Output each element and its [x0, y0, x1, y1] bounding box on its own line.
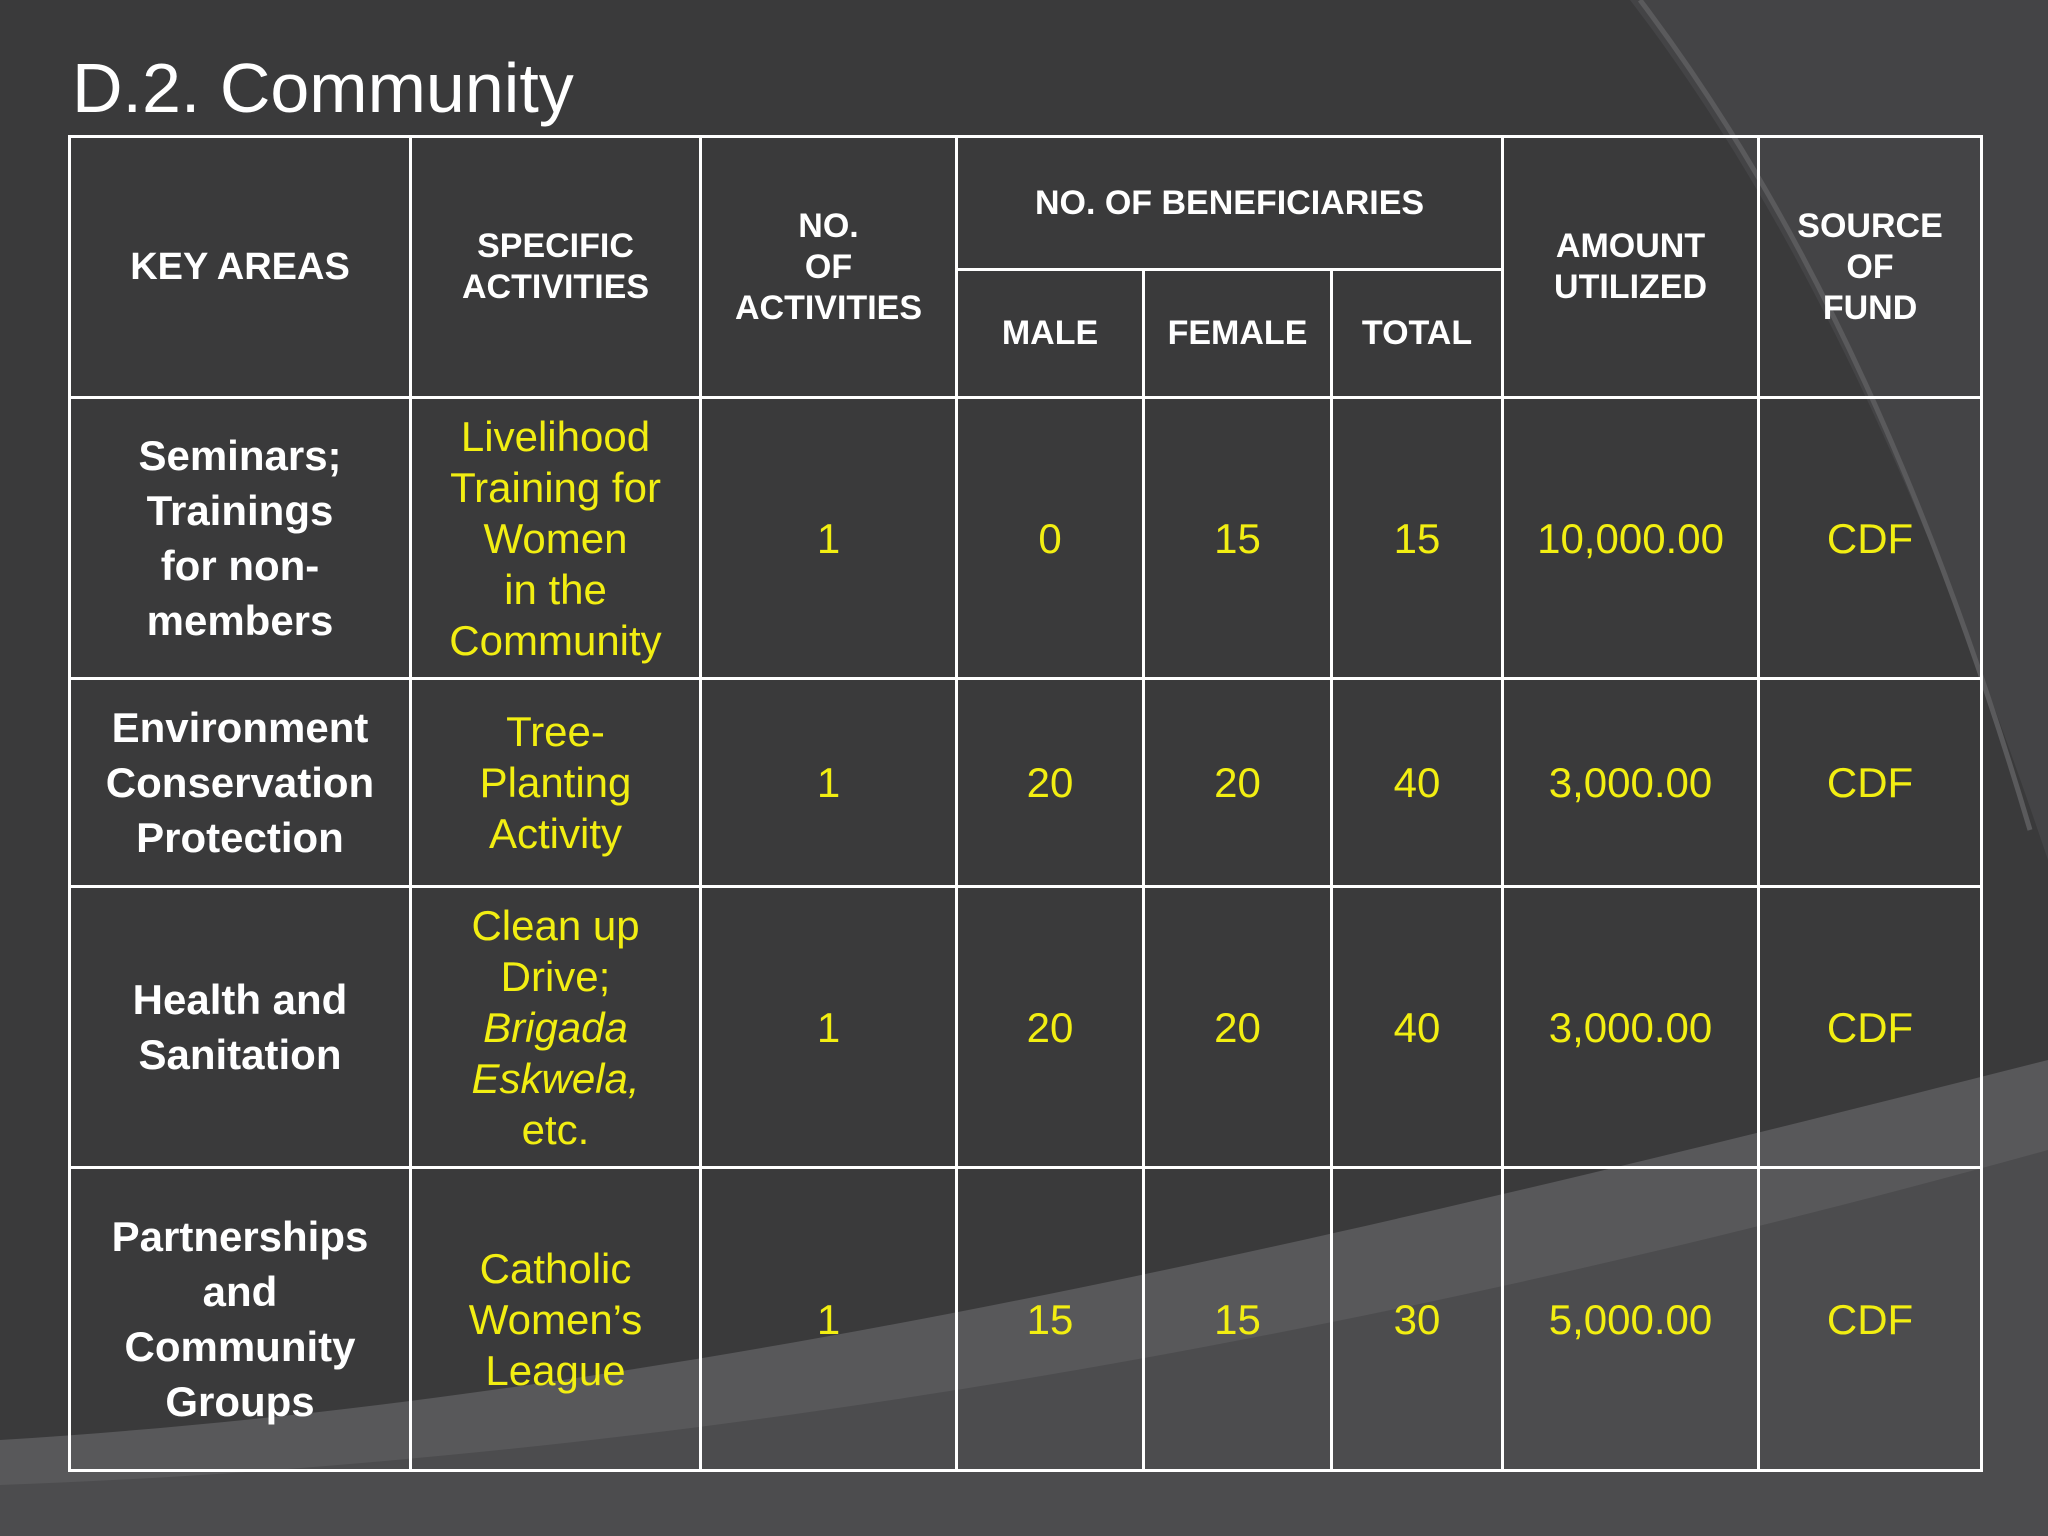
header-source-of-fund: SOURCE OF FUND	[1759, 137, 1982, 398]
key-area-cell: Partnerships and Community Groups	[70, 1168, 411, 1471]
total-cell: 40	[1332, 679, 1503, 887]
female-cell: 15	[1144, 1168, 1332, 1471]
header-amount-utilized: AMOUNT UTILIZED	[1503, 137, 1759, 398]
header-row-1	[70, 137, 1982, 270]
female-cell: 20	[1144, 679, 1332, 887]
total-cell: 40	[1332, 887, 1503, 1168]
page-title: D.2. Community	[72, 49, 574, 127]
header-no-of-beneficiaries: NO. OF BENEFICIARIES	[957, 137, 1503, 270]
source-cell: CDF	[1759, 679, 1982, 887]
table-row	[70, 887, 1982, 1168]
total-cell: 30	[1332, 1168, 1503, 1471]
community-table	[68, 135, 1983, 1472]
male-cell: 0	[957, 398, 1144, 679]
source-cell: CDF	[1759, 1168, 1982, 1471]
header-total: TOTAL	[1332, 270, 1503, 398]
header-specific-activities: SPECIFIC ACTIVITIES	[411, 137, 701, 398]
no-of-activities-cell: 1	[701, 398, 957, 679]
activity-cell: Livelihood Training for Women in the Community	[411, 398, 701, 679]
source-cell: CDF	[1759, 887, 1982, 1168]
key-area-cell: Environment Conservation Protection	[70, 679, 411, 887]
table-row	[70, 679, 1982, 887]
key-area-cell: Health and Sanitation	[70, 887, 411, 1168]
total-cell: 15	[1332, 398, 1503, 679]
amount-cell: 3,000.00	[1503, 887, 1759, 1168]
no-of-activities-cell: 1	[701, 679, 957, 887]
male-cell: 20	[957, 887, 1144, 1168]
male-cell: 15	[957, 1168, 1144, 1471]
no-of-activities-cell: 1	[701, 1168, 957, 1471]
amount-cell: 3,000.00	[1503, 679, 1759, 887]
amount-cell: 10,000.00	[1503, 398, 1759, 679]
amount-cell: 5,000.00	[1503, 1168, 1759, 1471]
female-cell: 15	[1144, 398, 1332, 679]
activity-cell: Catholic Women’s League	[411, 1168, 701, 1471]
activity-cell: Clean up Drive; Brigada Eskwela, etc.	[411, 887, 701, 1168]
table-row	[70, 398, 1982, 679]
header-male: MALE	[957, 270, 1144, 398]
header-female: FEMALE	[1144, 270, 1332, 398]
male-cell: 20	[957, 679, 1144, 887]
header-no-of-activities: NO. OF ACTIVITIES	[701, 137, 957, 398]
header-key-areas: KEY AREAS	[70, 137, 411, 398]
table-row	[70, 1168, 1982, 1471]
no-of-activities-cell: 1	[701, 887, 957, 1168]
activity-cell: Tree- Planting Activity	[411, 679, 701, 887]
source-cell: CDF	[1759, 398, 1982, 679]
female-cell: 20	[1144, 887, 1332, 1168]
key-area-cell: Seminars; Trainings for non- members	[70, 398, 411, 679]
